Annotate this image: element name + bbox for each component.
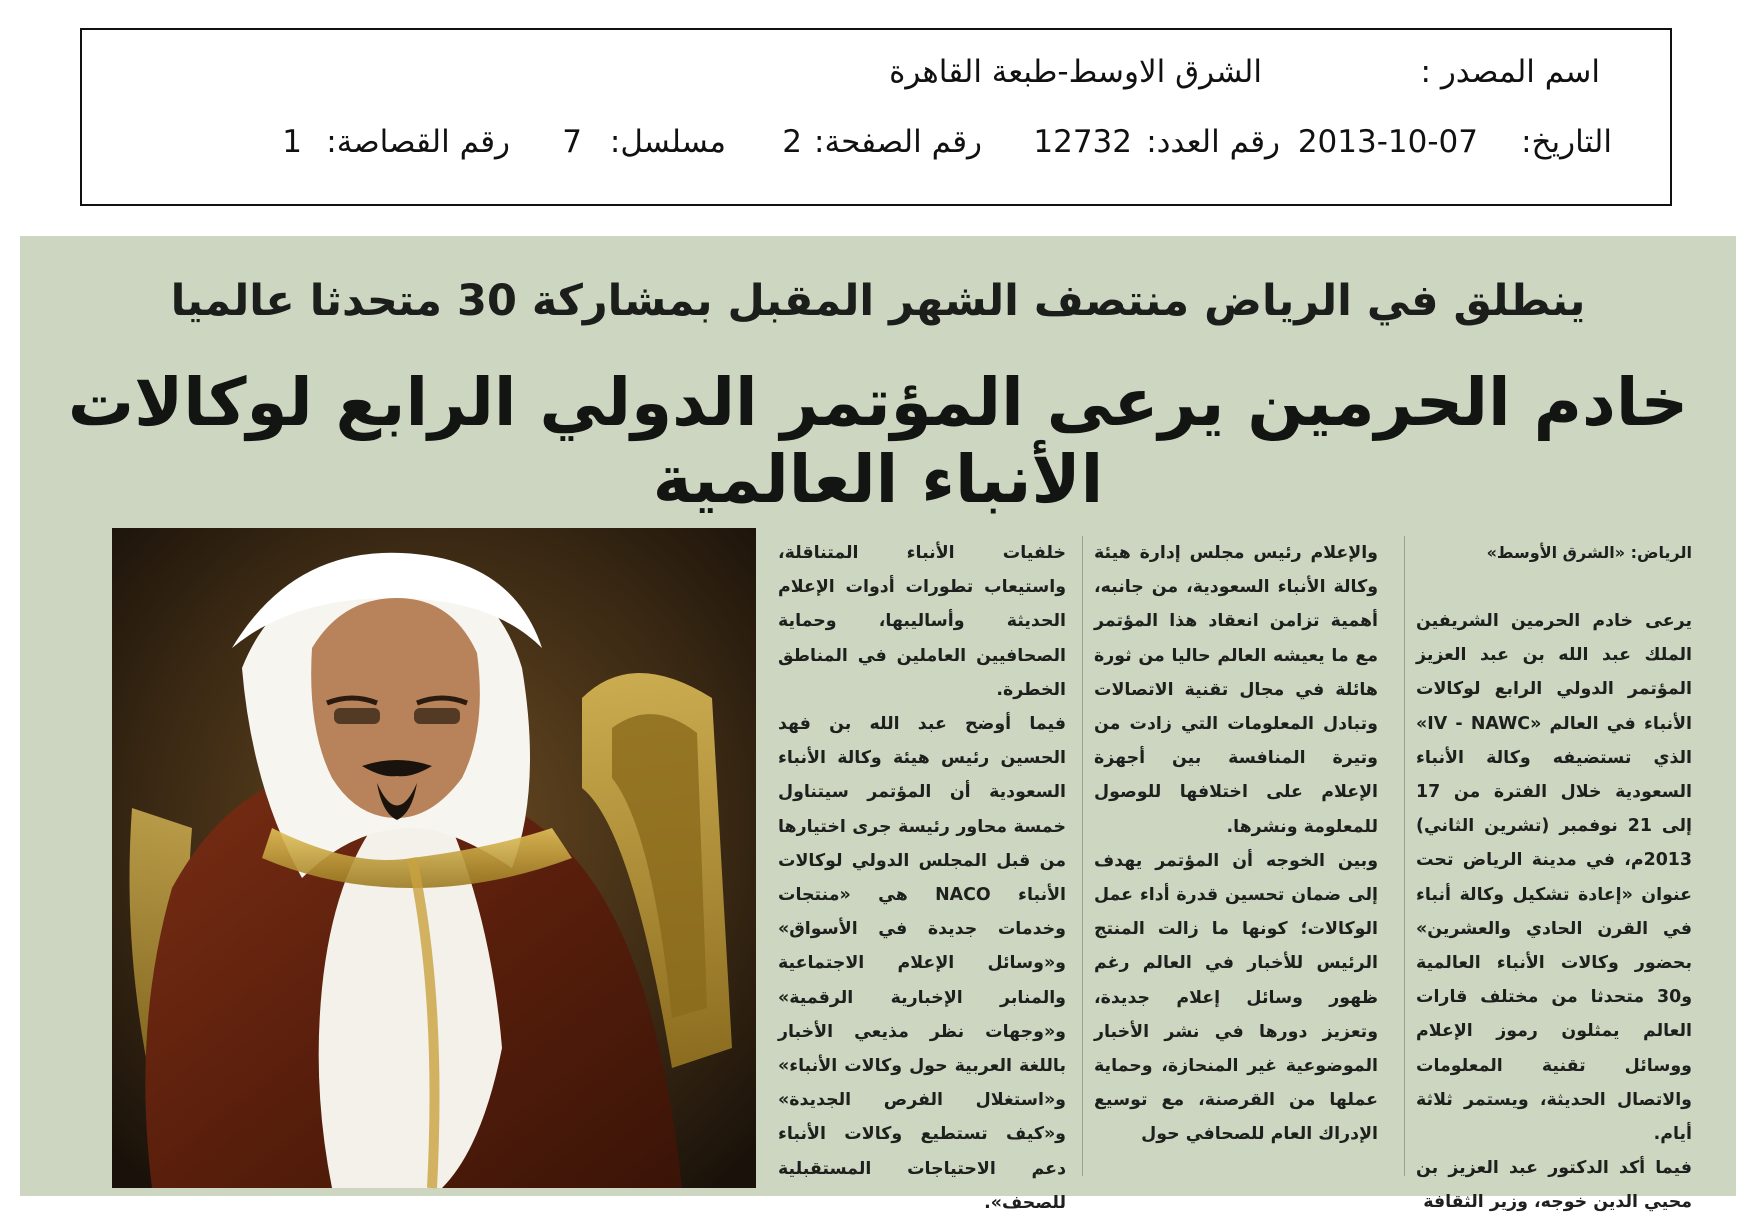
clip-label: رقم القصاصة: [326,124,510,160]
clip-value: 1 [282,124,302,160]
serial-value: 7 [562,124,582,160]
article-photo [112,528,756,1188]
source-value: الشرق الاوسط-طبعة القاهرة [889,54,1262,90]
source-label: اسم المصدر : [1420,54,1600,90]
article-column-1 [1416,536,1692,1220]
issue-label: رقم العدد: [1146,124,1280,160]
article-column-3 [778,536,1066,1220]
column-3-paragraph-1: خلفيات الأنباء المتناقلة، واستيعاب تطورات أدوات الإعلام الحديثة وأساليبها، وحماية الصحافيين العاملين في المناطق الخطرة. [778,543,1066,700]
page-label: رقم الصفحة: [814,124,982,160]
column-1-paragraph-2: فيما أكد الدكتور عبد العزيز بن محيي الدين خوجه، وزير الثقافة [1416,1158,1692,1213]
portrait-image [112,528,756,1188]
article-kicker: ينطلق في الرياض منتصف الشهر المقبل بمشاركة 30 متحدثا عالميا [170,276,1586,326]
column-divider [1082,536,1083,1176]
page-value: 2 [782,124,802,160]
date-label: التاريخ: [1521,124,1612,160]
article-headline: خادم الحرمين يرعى المؤتمر الدولي الرابع لوكالات الأنباء العالمية [67,364,1689,518]
column-2-paragraph-1: والإعلام رئيس مجلس إدارة هيئة وكالة الأنباء السعودية، من جانبه، أهمية تزامن انعقاد هذا المؤتمر مع ما يعيشه العالم حاليا من ثورة هائلة في مجال تقنية الاتصالات وتبادل المعلومات التي زادت من وتيرة المنافسة بين أجهزة الإعلام على اختلافها للوصول للمعلومة ونشرها. [1094,543,1378,837]
column-1-paragraph-1: يرعى خادم الحرمين الشريفين الملك عبد الله بن عبد العزيز المؤتمر الدولي الرابع لوكالات الأنباء في العالم «IV - NAWC» الذي تستضيفه وكالة الأنباء السعودية خلال الفترة من 17 إلى 21 نوفمبر (تشرين الثاني) 2013م، في مدينة الرياض تحت عنوان «إعادة تشكيل وكالة أنباء في القرن الحادي والعشرين» بحضور وكالات الأنباء العالمية و30 متحدثا من مختلف قارات العالم يمثلون رموز الإعلام ووسائل تقنية المعلومات والاتصال الحديثة، ويستمر ثلاثة أيام. [1416,611,1692,1145]
issue-value: 12732 [1033,124,1132,160]
column-3-paragraph-2: فيما أوضح عبد الله بن فهد الحسين رئيس هيئة وكالة الأنباء السعودية أن المؤتمر سيتناول خمسة محاور رئيسة جرى اختيارها من قبل المجلس الدولي لوكالات الأنباء NACO هي «منتجات وخدمات جديدة في الأسواق» و«وسائل الإعلام الاجتماعية والمنابر الإخبارية الرقمية» و«وجهات نظر مذيعي الأخبار باللغة العربية حول وكالات الأنباء» و«استغلال الفرص الجديدة» و«كيف تستطيع وكالات الأنباء دعم الاحتياجات المستقبلية للصحف». [778,714,1067,1213]
metadata-header [80,28,1672,206]
article-dateline: الرياض: «الشرق الأوسط» [1486,543,1692,562]
column-2-paragraph-2: وبين الخوجه أن المؤتمر يهدف إلى ضمان تحسين قدرة أداء عمل الوكالات؛ كونها ما زالت المنتج الرئيس للأخبار في العالم رغم ظهور وسائل إعلام جديدة، وتعزيز دورها في نشر الأخبار الموضوعية غير المنحازة، وحماية عملها من القرصنة، مع توسيع الإدراك العام للصحافي حول [1094,850,1378,1145]
newspaper-clipping [20,236,1736,1213]
column-divider [1404,536,1405,1176]
date-value: 2013-10-07 [1297,124,1478,160]
serial-label: مسلسل: [609,124,726,160]
article-column-2 [1094,536,1378,1152]
